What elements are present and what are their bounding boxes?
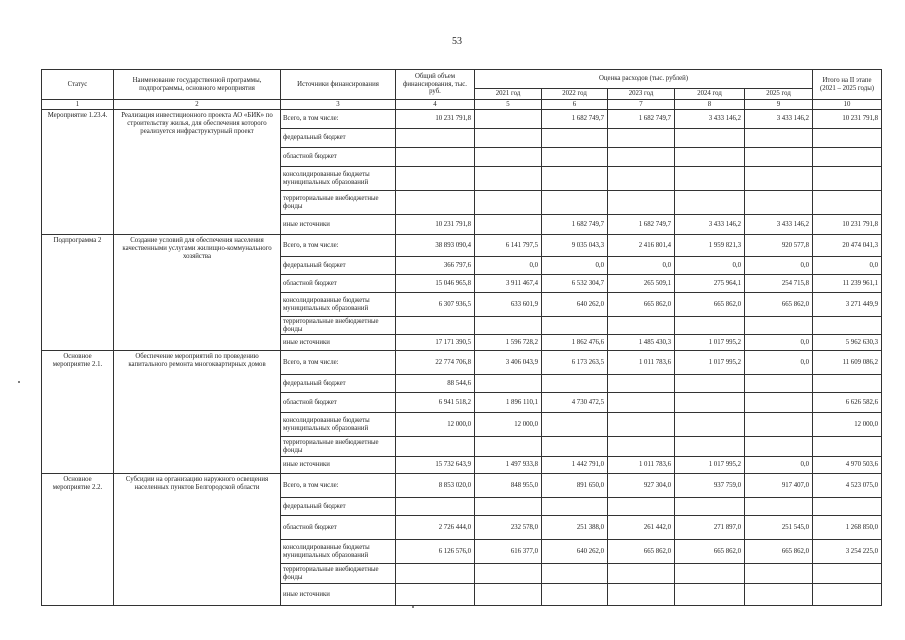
value-cell-y2025: 0,0	[745, 257, 813, 275]
page-number: 53	[452, 36, 462, 47]
scan-speck	[18, 381, 20, 383]
value-cell-stage: 11 609 086,2	[813, 351, 882, 375]
value-cell-total: 8 853 020,0	[396, 474, 475, 498]
table-row	[42, 110, 882, 129]
source-cell: иные источники	[281, 335, 396, 351]
value-cell-y2025	[745, 148, 813, 167]
value-cell-y2022: 640 262,0	[542, 293, 608, 317]
value-cell-stage: 0,0	[813, 257, 882, 275]
value-cell-y2023: 927 304,0	[608, 474, 675, 498]
source-cell: Всего, в том числе:	[281, 110, 396, 129]
column-number: 2	[114, 100, 281, 110]
value-cell-y2025	[745, 393, 813, 413]
value-cell-y2023	[608, 317, 675, 335]
block-name: Обеспечение мероприятий по проведению капитального ремонта многоквартирных домов	[114, 351, 281, 474]
value-cell-total: 22 774 706,8	[396, 351, 475, 375]
value-cell-stage: 3 271 449,9	[813, 293, 882, 317]
value-cell-stage: 4 970 503,6	[813, 457, 882, 474]
value-cell-y2023	[608, 498, 675, 516]
value-cell-y2024	[675, 413, 745, 437]
source-cell: областной бюджет	[281, 516, 396, 540]
value-cell-y2024: 1 017 995,2	[675, 351, 745, 375]
value-cell-y2022: 1 682 749,7	[542, 215, 608, 235]
value-cell-y2022: 4 730 472,5	[542, 393, 608, 413]
value-cell-y2024: 271 897,0	[675, 516, 745, 540]
value-cell-y2024: 3 433 146,2	[675, 215, 745, 235]
header-year: 2021 год	[475, 89, 542, 100]
value-cell-y2023	[608, 393, 675, 413]
value-cell-y2023: 1 011 783,6	[608, 457, 675, 474]
scan-speck	[412, 606, 414, 608]
value-cell-y2021: 12 000,0	[475, 413, 542, 437]
value-cell-y2023	[608, 584, 675, 606]
header-year: 2025 год	[745, 89, 813, 100]
value-cell-y2021	[475, 148, 542, 167]
value-cell-stage: 12 000,0	[813, 413, 882, 437]
header-year: 2023 год	[608, 89, 675, 100]
value-cell-y2022: 891 650,0	[542, 474, 608, 498]
table-row	[42, 474, 882, 498]
column-number: 9	[745, 100, 813, 110]
value-cell-y2023	[608, 167, 675, 191]
source-cell: Всего, в том числе:	[281, 235, 396, 257]
value-cell-stage: 3 254 225,0	[813, 540, 882, 564]
value-cell-stage	[813, 437, 882, 457]
source-cell: областной бюджет	[281, 148, 396, 167]
financing-table	[41, 69, 882, 606]
value-cell-total	[396, 498, 475, 516]
value-cell-stage	[813, 564, 882, 584]
value-cell-stage	[813, 191, 882, 215]
value-cell-y2021	[475, 110, 542, 129]
value-cell-total: 366 797,6	[396, 257, 475, 275]
header-sources: Источники финансирования	[281, 70, 396, 100]
value-cell-y2021	[475, 375, 542, 393]
header-status: Статус	[42, 70, 114, 100]
value-cell-stage: 20 474 041,3	[813, 235, 882, 257]
value-cell-y2025	[745, 413, 813, 437]
value-cell-y2022	[542, 584, 608, 606]
value-cell-y2021	[475, 191, 542, 215]
value-cell-y2025	[745, 564, 813, 584]
value-cell-total	[396, 437, 475, 457]
value-cell-y2024	[675, 393, 745, 413]
value-cell-total: 15 732 643,9	[396, 457, 475, 474]
value-cell-y2022	[542, 375, 608, 393]
value-cell-y2025	[745, 167, 813, 191]
block-name: Создание условий для обеспечения населения качественными услугами жилищно-коммунального хозяйства	[114, 235, 281, 351]
block-name: Реализация инвестиционного проекта АО «БИК» по строительству жилья, для обеспечения которого реализуется инфраструктурный проект	[114, 110, 281, 235]
value-cell-total: 88 544,6	[396, 375, 475, 393]
value-cell-total: 6 307 936,5	[396, 293, 475, 317]
value-cell-stage: 6 626 582,6	[813, 393, 882, 413]
value-cell-y2021: 1 596 728,2	[475, 335, 542, 351]
value-cell-y2023	[608, 413, 675, 437]
value-cell-y2025: 3 433 146,2	[745, 110, 813, 129]
header-estimate: Оценка расходов (тыс. рублей)	[475, 70, 813, 89]
value-cell-y2024: 1 017 995,2	[675, 457, 745, 474]
value-cell-y2022: 6 532 304,7	[542, 275, 608, 293]
value-cell-y2024	[675, 148, 745, 167]
source-cell: территориальные внебюджетные фонды	[281, 564, 396, 584]
value-cell-y2021	[475, 317, 542, 335]
column-number: 10	[813, 100, 882, 110]
value-cell-y2022: 1 442 791,0	[542, 457, 608, 474]
value-cell-y2025: 3 433 146,2	[745, 215, 813, 235]
value-cell-y2024: 665 862,0	[675, 540, 745, 564]
value-cell-y2025	[745, 317, 813, 335]
column-number: 3	[281, 100, 396, 110]
value-cell-total	[396, 129, 475, 148]
value-cell-y2022: 9 035 043,3	[542, 235, 608, 257]
value-cell-y2023: 665 862,0	[608, 540, 675, 564]
value-cell-y2024	[675, 498, 745, 516]
value-cell-stage	[813, 148, 882, 167]
value-cell-stage	[813, 498, 882, 516]
value-cell-stage: 1 268 850,0	[813, 516, 882, 540]
header-stage-total: Итого на II этапе (2021 – 2025 годы)	[813, 70, 882, 100]
source-cell: областной бюджет	[281, 393, 396, 413]
value-cell-total	[396, 564, 475, 584]
block-name: Субсидии на организацию наружного освещения населенных пунктов Белгородской области	[114, 474, 281, 606]
value-cell-total	[396, 584, 475, 606]
value-cell-y2023: 665 862,0	[608, 293, 675, 317]
value-cell-y2021	[475, 129, 542, 148]
value-cell-y2022	[542, 498, 608, 516]
value-cell-total: 12 000,0	[396, 413, 475, 437]
value-cell-y2024: 3 433 146,2	[675, 110, 745, 129]
value-cell-y2024: 665 862,0	[675, 293, 745, 317]
block-status: Основное мероприятие 2.1.	[42, 351, 114, 474]
value-cell-stage: 11 239 961,1	[813, 275, 882, 293]
source-cell: федеральный бюджет	[281, 498, 396, 516]
column-number: 8	[675, 100, 745, 110]
source-cell: консолидированные бюджеты муниципальных образований	[281, 167, 396, 191]
source-cell: федеральный бюджет	[281, 129, 396, 148]
column-number: 6	[542, 100, 608, 110]
value-cell-y2025	[745, 191, 813, 215]
value-cell-y2023	[608, 129, 675, 148]
value-cell-y2021	[475, 584, 542, 606]
value-cell-y2022	[542, 317, 608, 335]
value-cell-y2023: 1 682 749,7	[608, 215, 675, 235]
value-cell-y2022: 6 173 263,5	[542, 351, 608, 375]
value-cell-y2022	[542, 148, 608, 167]
value-cell-stage: 10 231 791,8	[813, 110, 882, 129]
value-cell-total: 6 126 576,0	[396, 540, 475, 564]
value-cell-y2024: 937 759,0	[675, 474, 745, 498]
value-cell-y2021	[475, 437, 542, 457]
column-number: 1	[42, 100, 114, 110]
value-cell-y2023: 261 442,0	[608, 516, 675, 540]
source-cell: территориальные внебюджетные фонды	[281, 317, 396, 335]
value-cell-total	[396, 317, 475, 335]
value-cell-y2023	[608, 564, 675, 584]
value-cell-y2022	[542, 564, 608, 584]
value-cell-y2021: 633 601,9	[475, 293, 542, 317]
value-cell-total: 15 046 965,8	[396, 275, 475, 293]
value-cell-y2023	[608, 375, 675, 393]
value-cell-y2022	[542, 191, 608, 215]
source-cell: Всего, в том числе:	[281, 351, 396, 375]
table-row	[42, 235, 882, 257]
value-cell-y2024: 1 959 821,3	[675, 235, 745, 257]
value-cell-stage	[813, 375, 882, 393]
value-cell-stage	[813, 129, 882, 148]
table-row	[42, 351, 882, 375]
value-cell-total	[396, 167, 475, 191]
value-cell-y2025	[745, 498, 813, 516]
value-cell-total: 2 726 444,0	[396, 516, 475, 540]
value-cell-y2024	[675, 564, 745, 584]
value-cell-y2023: 1 682 749,7	[608, 110, 675, 129]
source-cell: федеральный бюджет	[281, 375, 396, 393]
value-cell-y2025: 665 862,0	[745, 540, 813, 564]
value-cell-y2021: 3 911 467,4	[475, 275, 542, 293]
header-name: Наименование государственной программы, подпрограммы, основного мероприятия	[114, 70, 281, 100]
value-cell-total: 10 231 791,8	[396, 215, 475, 235]
value-cell-y2024	[675, 191, 745, 215]
value-cell-total: 6 941 518,2	[396, 393, 475, 413]
value-cell-y2025: 254 715,8	[745, 275, 813, 293]
value-cell-y2022: 640 262,0	[542, 540, 608, 564]
column-number-row	[42, 100, 882, 110]
value-cell-y2025: 917 407,0	[745, 474, 813, 498]
value-cell-y2025: 0,0	[745, 457, 813, 474]
value-cell-y2024	[675, 375, 745, 393]
value-cell-y2025	[745, 375, 813, 393]
value-cell-y2025: 251 545,0	[745, 516, 813, 540]
value-cell-y2025	[745, 584, 813, 606]
value-cell-total: 38 893 090,4	[396, 235, 475, 257]
value-cell-y2022	[542, 437, 608, 457]
column-number: 4	[396, 100, 475, 110]
value-cell-total: 17 171 390,5	[396, 335, 475, 351]
value-cell-stage	[813, 317, 882, 335]
source-cell: консолидированные бюджеты муниципальных образований	[281, 293, 396, 317]
value-cell-stage	[813, 584, 882, 606]
value-cell-y2024: 1 017 995,2	[675, 335, 745, 351]
value-cell-y2021: 6 141 797,5	[475, 235, 542, 257]
value-cell-y2023	[608, 437, 675, 457]
value-cell-y2021: 848 955,0	[475, 474, 542, 498]
value-cell-y2024	[675, 167, 745, 191]
block-status: Подпрограмма 2	[42, 235, 114, 351]
value-cell-y2022	[542, 129, 608, 148]
value-cell-stage: 5 962 630,3	[813, 335, 882, 351]
source-cell: Всего, в том числе:	[281, 474, 396, 498]
value-cell-total: 10 231 791,8	[396, 110, 475, 129]
column-number: 7	[608, 100, 675, 110]
value-cell-y2022: 1 862 476,6	[542, 335, 608, 351]
value-cell-y2021: 3 406 043,9	[475, 351, 542, 375]
block-status: Основное мероприятие 2.2.	[42, 474, 114, 606]
value-cell-y2021: 232 578,0	[475, 516, 542, 540]
value-cell-y2023: 1 485 430,3	[608, 335, 675, 351]
value-cell-y2022: 251 388,0	[542, 516, 608, 540]
value-cell-y2021: 1 497 933,8	[475, 457, 542, 474]
source-cell: иные источники	[281, 584, 396, 606]
value-cell-y2024: 0,0	[675, 257, 745, 275]
value-cell-y2024: 275 964,1	[675, 275, 745, 293]
header-total: Общий объем финансирования, тыс. руб.	[396, 70, 475, 100]
value-cell-y2023: 2 416 801,4	[608, 235, 675, 257]
value-cell-y2021	[475, 564, 542, 584]
value-cell-y2025: 920 577,8	[745, 235, 813, 257]
header-year: 2024 год	[675, 89, 745, 100]
table-body	[42, 110, 882, 606]
value-cell-y2021	[475, 215, 542, 235]
value-cell-y2023: 1 011 783,6	[608, 351, 675, 375]
value-cell-stage: 10 231 791,8	[813, 215, 882, 235]
value-cell-stage: 4 523 075,0	[813, 474, 882, 498]
value-cell-y2022: 1 682 749,7	[542, 110, 608, 129]
value-cell-y2021	[475, 498, 542, 516]
value-cell-total	[396, 148, 475, 167]
source-cell: областной бюджет	[281, 275, 396, 293]
source-cell: консолидированные бюджеты муниципальных образований	[281, 540, 396, 564]
source-cell: федеральный бюджет	[281, 257, 396, 275]
source-cell: иные источники	[281, 215, 396, 235]
value-cell-y2023	[608, 191, 675, 215]
source-cell: территориальные внебюджетные фонды	[281, 191, 396, 215]
value-cell-y2025	[745, 437, 813, 457]
block-status: Мероприятие 1.23.4.	[42, 110, 114, 235]
source-cell: иные источники	[281, 457, 396, 474]
value-cell-y2025	[745, 129, 813, 148]
value-cell-y2024	[675, 129, 745, 148]
value-cell-y2023: 0,0	[608, 257, 675, 275]
source-cell: консолидированные бюджеты муниципальных образований	[281, 413, 396, 437]
value-cell-y2022: 0,0	[542, 257, 608, 275]
value-cell-y2024	[675, 584, 745, 606]
value-cell-total	[396, 191, 475, 215]
header-year: 2022 год	[542, 89, 608, 100]
value-cell-y2025: 0,0	[745, 335, 813, 351]
value-cell-y2023	[608, 148, 675, 167]
column-number: 5	[475, 100, 542, 110]
value-cell-y2021: 0,0	[475, 257, 542, 275]
value-cell-y2025: 0,0	[745, 351, 813, 375]
value-cell-y2022	[542, 167, 608, 191]
value-cell-y2023: 265 509,1	[608, 275, 675, 293]
value-cell-y2021	[475, 167, 542, 191]
value-cell-y2021: 1 896 110,1	[475, 393, 542, 413]
value-cell-y2022	[542, 413, 608, 437]
value-cell-y2024	[675, 317, 745, 335]
value-cell-y2025: 665 862,0	[745, 293, 813, 317]
value-cell-y2024	[675, 437, 745, 457]
value-cell-stage	[813, 167, 882, 191]
source-cell: территориальные внебюджетные фонды	[281, 437, 396, 457]
value-cell-y2021: 616 377,0	[475, 540, 542, 564]
